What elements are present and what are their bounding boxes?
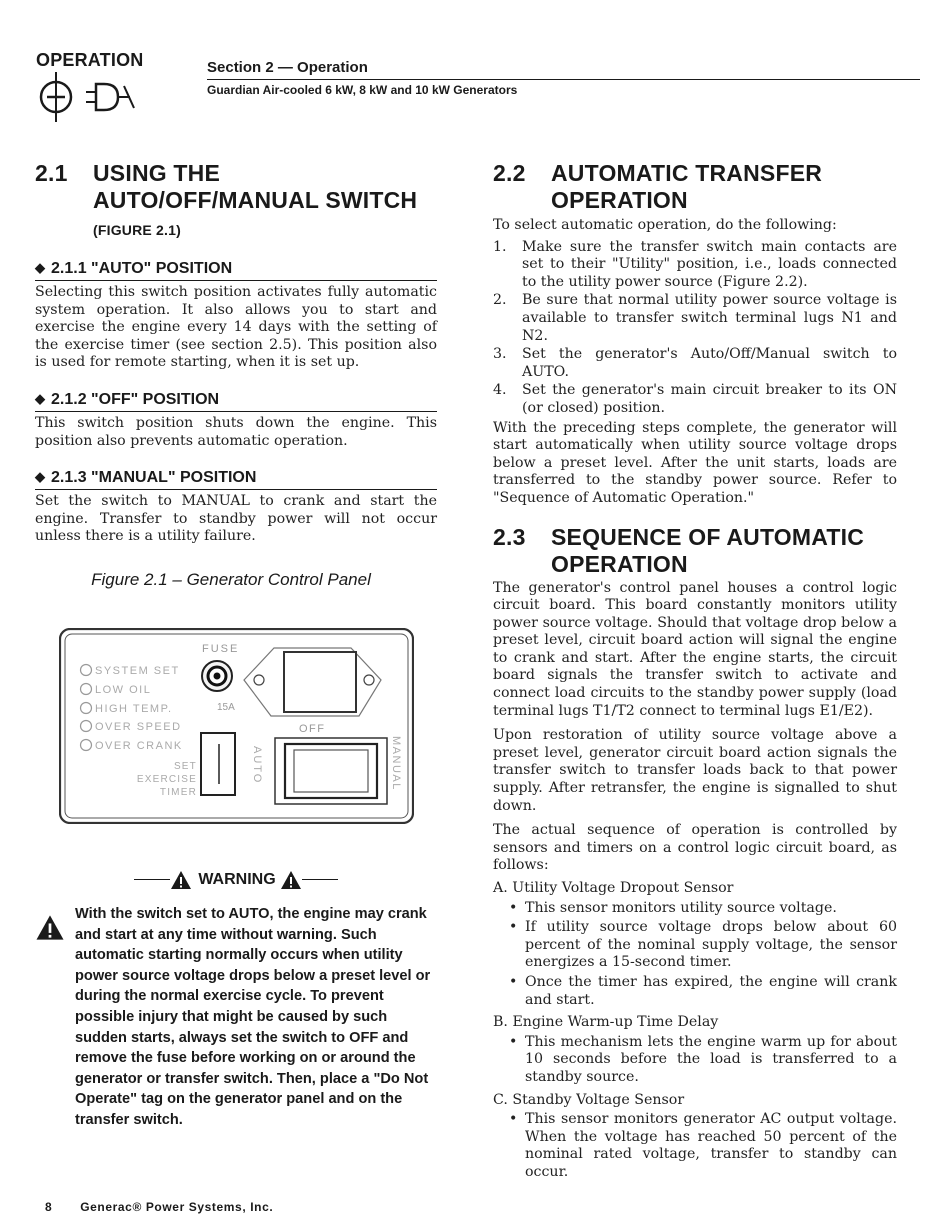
sensor-b-title: B. Engine Warm-up Time Delay bbox=[493, 1014, 719, 1031]
warning-rule bbox=[302, 879, 338, 880]
list-item: • If utility source voltage drops below about 60 percent of the nominal supply voltage, the sensor energizes a 15-second timer. bbox=[493, 919, 897, 972]
figure-caption: Figure 2.1 – Generator Control Panel bbox=[91, 569, 371, 589]
over-speed-lamp bbox=[81, 720, 92, 731]
section-title-text: USING THE AUTO/OFF/MANUAL SWITCH bbox=[93, 160, 418, 213]
off-position-text: This switch position shuts down the engine. This position also prevents automatic operation. bbox=[35, 414, 437, 449]
fuse-rating: 15A bbox=[217, 701, 235, 713]
list-item: 4. Set the generator's main circuit breaker to its ON (or closed) position. bbox=[493, 382, 897, 416]
mounting-hole bbox=[364, 675, 374, 685]
subsection-title: 2.1.3 "MANUAL" POSITION bbox=[51, 469, 257, 487]
warning-triangle-icon bbox=[170, 870, 192, 890]
over-crank-lamp bbox=[81, 739, 92, 750]
subsection-2-1-3-heading bbox=[35, 469, 437, 490]
transfer-outro: With the preceding steps complete, the generator will start automatically when utility source voltage drops below a preset level. After the unit starts, loads are transferred to the standby power source. Refer to "Sequence of Automatic Operation." bbox=[493, 419, 897, 506]
subsection-2-1-1-heading bbox=[35, 260, 437, 281]
subsection-title: 2.1.2 "OFF" POSITION bbox=[51, 390, 220, 408]
generator-control-panel-figure bbox=[59, 628, 414, 824]
list-item: 3. Set the generator's Auto/Off/Manual switch to AUTO. bbox=[493, 346, 897, 380]
low-oil-lamp bbox=[81, 683, 92, 694]
list-item: 1. Make sure the transfer switch main contacts are set to their "Utility" position, i.e., loads connected to the utility power source (Figure 2.2). bbox=[493, 238, 897, 290]
transfer-steps-list bbox=[493, 239, 897, 418]
company-name: Generac® Power Systems, Inc. bbox=[80, 1200, 274, 1214]
diamond-bullet-icon: ◆ bbox=[35, 260, 45, 275]
diamond-bullet-icon: ◆ bbox=[35, 469, 45, 485]
sequence-paragraph-3: The actual sequence of operation is controlled by sensors and timers on a control logic circuit board, as follows: bbox=[493, 822, 897, 874]
lamp-label: LOW OIL bbox=[95, 683, 152, 696]
auto-position-text: Selecting this switch position activates fully automatic system operation. It also allows you to start and exercise the engine every 14 days with the setting of the exercise timer (see section 2.5). This position also is used for remote starting, when it is set up. bbox=[35, 284, 437, 371]
left-column bbox=[35, 160, 437, 1130]
lamp-label: HIGH TEMP. bbox=[95, 702, 173, 715]
timer-label: TIMER bbox=[159, 786, 197, 798]
warning-triangle-icon bbox=[280, 870, 302, 890]
list-item: • Once the timer has expired, the engine will crank and start. bbox=[493, 974, 897, 1009]
list-item: • This sensor monitors utility source voltage. bbox=[493, 900, 897, 918]
system-set-lamp bbox=[81, 664, 92, 675]
operation-label: OPERATION bbox=[36, 50, 144, 70]
section-2-3-heading bbox=[493, 524, 897, 578]
warning-text: With the switch set to AUTO, the engine may crank and start at any time without warning. Such automatic starting normally occurs when utility power source voltage drops below a preset level or during the normal exercise cycle. To prevent possible injury that might be caused by such sudden starts, always set the switch to OFF and remove the fuse before working on or around the generator or transfer switch. Then, place a "Do Not Operate" tag on the generator panel and on the transfer switch. bbox=[75, 905, 431, 1128]
section-title-text: SEQUENCE OF AUTOMATIC OPERATION bbox=[551, 523, 865, 577]
list-item: • This sensor monitors generator AC output voltage. When the voltage has reached 50 percent of the nominal rated voltage, transfer to standby can occur. bbox=[493, 1111, 897, 1181]
list-item: • This mechanism lets the engine warm up for about 10 seconds before the load is transferred to a standby source. bbox=[493, 1034, 897, 1087]
set-exercise-timer-button[interactable] bbox=[201, 733, 235, 795]
manual-label: MANUAL bbox=[390, 735, 402, 791]
right-column bbox=[493, 160, 897, 1182]
figure-reference: (FIGURE 2.1) bbox=[93, 222, 181, 238]
section-2-2-heading bbox=[493, 160, 897, 214]
warning-title: WARNING bbox=[198, 870, 276, 888]
warning-rule bbox=[134, 879, 170, 880]
warning-box bbox=[35, 904, 437, 1131]
lamp-label: OVER SPEED bbox=[95, 720, 182, 733]
header-rule bbox=[207, 79, 920, 80]
auto-off-manual-switch[interactable] bbox=[275, 738, 387, 804]
circuit-breaker[interactable] bbox=[284, 652, 356, 712]
subsection-2-1-2-heading bbox=[35, 391, 437, 412]
section-number: 2.3 bbox=[493, 523, 526, 550]
list-item: 2. Be sure that normal utility power source voltage is available to transfer switch terminal lugs N1 and N2. bbox=[493, 292, 897, 344]
section-number: 2.2 bbox=[493, 160, 526, 186]
transfer-intro: To select automatic operation, do the following: bbox=[493, 217, 837, 233]
high-temp-lamp bbox=[81, 702, 92, 713]
mounting-hole bbox=[254, 675, 264, 685]
diamond-bullet-icon: ◆ bbox=[35, 390, 45, 406]
lamp-label: SYSTEM SET bbox=[95, 664, 180, 677]
section-title-text: AUTOMATIC TRANSFER OPERATION bbox=[551, 160, 823, 213]
off-label: OFF bbox=[299, 722, 326, 735]
breaker-outline bbox=[244, 648, 381, 716]
section-number: 2.1 bbox=[35, 160, 68, 186]
warning-heading bbox=[35, 870, 437, 890]
page-number: 8 bbox=[45, 1200, 53, 1214]
timer-label: EXERCISE bbox=[136, 773, 197, 785]
timer-label: SET bbox=[173, 760, 197, 772]
sensor-c-title: C. Standby Voltage Sensor bbox=[493, 1091, 685, 1108]
section-title: Section 2 — Operation bbox=[207, 59, 368, 76]
auto-label: AUTO bbox=[251, 745, 263, 785]
page-header bbox=[0, 0, 950, 120]
warning-triangle-icon bbox=[35, 914, 65, 941]
sequence-paragraph-2: Upon restoration of utility source voltage above a preset level, generator circuit board action signals the transfer switch to transfer loads back to that power supply. After retransfer, the engine is signalled to shut down. bbox=[493, 727, 897, 814]
section-2-1-heading bbox=[35, 160, 437, 244]
sensor-a-title: A. Utility Voltage Dropout Sensor bbox=[493, 880, 734, 896]
subsection-title: 2.1.1 "AUTO" POSITION bbox=[51, 260, 233, 277]
manual-position-text: Set the switch to MANUAL to crank and start the engine. Transfer to standby power will not occur unless there is a utility failure. bbox=[35, 493, 437, 545]
page-footer bbox=[45, 1200, 273, 1214]
lamp-label: OVER CRANK bbox=[95, 739, 183, 752]
manual-operation-icon bbox=[38, 72, 148, 128]
section-subtitle: Guardian Air-cooled 6 kW, 8 kW and 10 kW Generators bbox=[207, 83, 518, 97]
fuse-label: FUSE bbox=[202, 642, 240, 655]
sequence-paragraph-1: The generator's control panel houses a control logic circuit board. This board constantly monitors utility power source voltage. Should that voltage drop below a preset level, circuit board action will signal the engine to crank and start. After the engine starts, the circuit board signals the transfer switch to activate and connect load circuits to the standby power supply (load terminal lugs T1/T2 connect to terminal lugs E1/E2). bbox=[493, 579, 897, 719]
